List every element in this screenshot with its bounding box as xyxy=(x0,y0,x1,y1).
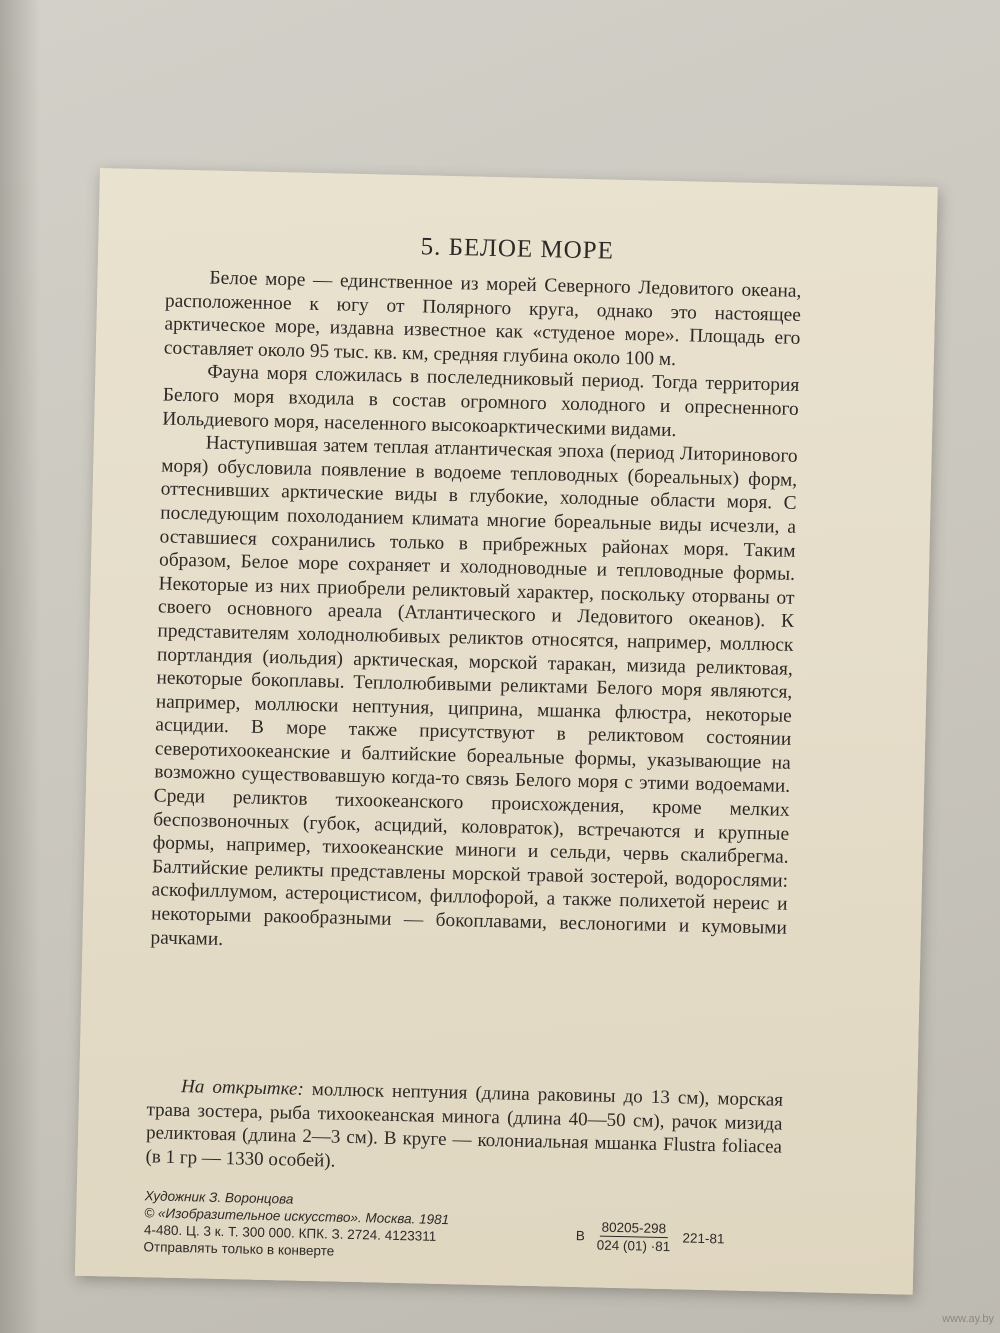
caption-label: На открытке: xyxy=(180,1076,305,1100)
index-letter: В xyxy=(575,1228,586,1244)
imprint-block xyxy=(143,1187,864,1271)
card-caption xyxy=(145,1074,783,1182)
index-code: 221-81 xyxy=(682,1230,725,1247)
index-denominator: 024 (01) ·81 xyxy=(596,1237,671,1255)
publication-index xyxy=(576,1219,725,1255)
index-numerator: 80205-298 xyxy=(599,1220,668,1239)
postcard-back xyxy=(75,168,938,1295)
paragraph-intro: Белое море — единственное из морей Северного Ледовитого океана, расположенное к югу от Полярного круга, однако это настоящее арктическое море, издавна известное как «студеное море». Площадь его составляет около 95 тыс. кв. км, средняя глубина около 100 м. xyxy=(163,267,802,370)
artist-credit: Художник З. Воронцова xyxy=(144,1188,294,1207)
index-fraction xyxy=(595,1220,673,1255)
print-info: 4-480. Ц. 3 к. Т. 300 000. КПК. З. 2724. 4123311 xyxy=(143,1222,437,1244)
description-text xyxy=(150,266,801,964)
desk-background xyxy=(0,0,40,1333)
paragraph-fauna-origin: Фауна моря сложилась в послеледниковый период. Тогда территория Белого моря входила в состав огромного холодного и опресненного Иольдиевого моря, населенного высокоарктическими видами. xyxy=(162,361,800,441)
site-watermark: www.ay.by xyxy=(942,1313,994,1325)
caption-text: моллюск нептуния (длина раковины до 13 см), морская трава зостера, рыба тихоокеанская минога (длина 40—50 см), рачок мизида реликтовая (длина 2—3 см). В круге — колониальная мшанка Flustra foliacea (в 1 гр — 1330 особей). xyxy=(145,1078,784,1172)
paragraph-relicts: Наступившая затем теплая атлантическая эпоха (период Литоринового моря) обусловила появление в водоеме тепловодных (бореальных) форм, оттеснивших арктические виды в глубокие, холодные области моря. С последующим похолоданием климата многие бореальные виды исчезли, а оставшиеся сохранились только в прибрежных районах моря. Таким образом, Белое море сохраняет и холодноводные и тепловодные формы. Некоторые из них приобрели реликтовый характер, поскольку оторваны от своего основного ареала (Атлантического и Ледовитого океанов). К представителям холоднолюбивых реликтов относятся, например, моллюск портландия (иольдия) арктическая, морской таракан, мизида реликтовая, некоторые бокоплавы. Теплолюбивыми реликтами Белого моря являются, например, моллюски нептуния, циприна, мшанка флюстра, некоторые асцидии. В море также присутствуют в реликтовом состоянии северотихоокеанские и балтийские бореальные формы, указывающие на возможно существовавшую когда-то связь Белого моря с этими водоемами. Среди реликтов тихоокеанского происхождения, кроме мелких беспозвоночных (губок, асцидий, коловраток), встречаются и крупные формы, например, тихоокеанские миноги и сельди, червь скалибрегма. Балтийские реликты представлены морской травой зостерой, водорослями: аскофиллумом, астероцистисом, филлофорой, а также полихетой нереис и некоторыми ракообразными — бокоплавами, веслоногими и кумовыми рачками. xyxy=(150,432,798,950)
mailing-note: Отправлять только в конверте xyxy=(143,1239,335,1259)
publisher-credit: © «Изобразительное искусство». Москва. 1981 xyxy=(144,1205,450,1228)
card-title: 5. БЕЛОЕ МОРЕ xyxy=(420,233,615,265)
